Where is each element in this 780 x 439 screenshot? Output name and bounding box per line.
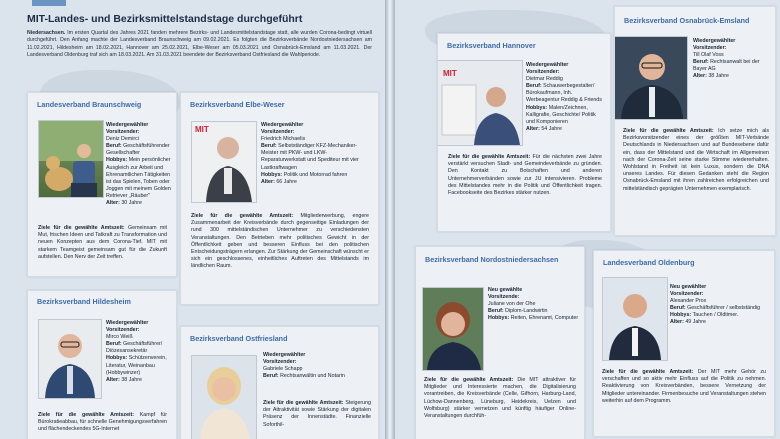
person-hobbys: Politik und Motorrad fahren [283, 171, 348, 178]
label-beruf: Beruf: [693, 59, 709, 66]
label-alter: Alter: [670, 319, 684, 326]
label-beruf: Beruf: [106, 143, 122, 150]
label-goals: Ziele für die gewählte Amtszeit: [602, 369, 694, 375]
portrait-illustration [423, 288, 483, 370]
card-title: Landesverband Braunschweig [37, 100, 142, 109]
card-nordostniedersachsen [415, 246, 585, 439]
intro-text: Im ersten Quartal des Jahres 2021 fanden mehrere Bezirks- und Landesmittelstandstage statt, alle wurden Corona-bedingt virtuell durchgeführt. Den Anfang machte der Landesverband Braunschweig am 09.02.2021. Es folgten die Bezirksverbände Nordostniedersachsen am 11.02.2021, Hildesheim am 18.02.2021, Hannover am 25.02.2021, Elbe-Weser am 05.03.2021 und Osnabrück-Emsland am 11.03.2021. Der Landesverband Oldenburg traf sich am 18.03.2021. Am 31.03.2021 beendete der Bezirksverband Ostfriesland die Wahlperiode. [27, 30, 372, 59]
goals-body: Die MIT attraktiver für Mitglieder und Interessierte machen, die Digitalisierung vorantreiben, die Kreisverbände (Celle, Gifhorn, Harburg-Land, Lüchow-Dannenberg, Lüneburg, Heidekreis, Uelzen und Wolfsburg) stärker vernetzen und künftig häufiger Online-Veranstaltungen durchfüh- [424, 377, 576, 420]
card-title: Bezirksverband Osnabrück-Emsland [624, 16, 750, 25]
label-hobbys: Hobbys: [526, 104, 548, 111]
label-status: Wiedergewählter [263, 352, 306, 358]
person-beruf: Rechtsanwalt bei der Bayer AG [693, 59, 760, 73]
person-alter: 49 Jahre [685, 319, 706, 326]
portrait-photo [422, 287, 484, 371]
person-info [693, 38, 771, 81]
person-name: Friedrich Michaelis [261, 136, 306, 143]
mit-logo: MIT [443, 69, 457, 78]
person-beruf: Geschäftsführer/ Diözesansekretär [106, 341, 163, 355]
person-info [261, 122, 371, 186]
label-chair: Vorsitzender: [670, 291, 704, 298]
goals-body: Mitgliederwerbung, engere Zusammenarbeit der Kreisverbände durch gegenseitige Einladungen der rund 300 mittelständischen Unternehmer zu verschiedensten Veranstaltungen. Den Betrieben mehr politisches Gewicht in der Öffentlichkeit geben und besseren Einfluss bei den politischen Entscheidungsträgern erlangen. Zur Stärkung der Gemeinschaft wünscht er sich ein geschlossenes, einheitliches Auftreten des Mittelstands im ländlichen Raum. [191, 213, 369, 270]
left-page [0, 0, 385, 439]
goals-text [602, 369, 766, 405]
person-beruf: Rechtsanwältin und Notarin [280, 373, 345, 380]
person-info [106, 122, 172, 207]
portrait-photo [191, 121, 257, 203]
person-beruf: Schauwerbegestalter/ Bürokaufmann, Inh. Werbeagentur Reddig & Friends [526, 83, 602, 104]
label-beruf: Beruf: [526, 83, 542, 90]
label-goals: Ziele für die gewählte Amtszeit: [448, 154, 531, 160]
label-goals: Ziele für die gewählte Amtszeit: [38, 225, 125, 231]
person-info [670, 284, 768, 327]
intro-dateline: Niedersachsen. [27, 30, 66, 36]
article-intro [27, 30, 372, 60]
card-title-text: Bezirksverband Nordostniedersachsen [425, 255, 559, 264]
label-hobbys: Hobbys: [488, 315, 510, 322]
label-chair: Vorsitzender: [106, 327, 140, 334]
label-status: Neu gewählter [670, 284, 707, 290]
person-beruf: Geschäftsführer / selbstständig [687, 305, 761, 312]
section-ribbon [32, 0, 66, 6]
person-hobbys: Tauchen / Oldtimer. [692, 312, 739, 319]
person-beruf: Geschäftsführender Gesellschafter [106, 143, 170, 157]
card-title: Bezirksverband Ostfriesland [190, 334, 288, 343]
portrait-illustration [39, 320, 101, 398]
label-beruf: Beruf: [263, 373, 279, 380]
card-elbe-weser [180, 92, 379, 305]
label-status: Wiedergewählter [693, 38, 736, 44]
portrait-illustration [39, 121, 103, 197]
card-title: Bezirksverband Elbe-Weser [190, 100, 285, 109]
person-info [526, 62, 606, 133]
portrait-illustration [615, 37, 687, 119]
person-info [263, 352, 371, 380]
label-alter: Alter: [693, 73, 707, 80]
label-chair: Vorsitzende: [488, 294, 520, 301]
right-page [395, 0, 780, 439]
article-headline: MIT-Landes- und Bezirksmittelstandstage durchgeführt [27, 13, 303, 25]
person-beruf: Diplom-Landwirtin [505, 308, 548, 315]
mit-logo: MIT [195, 125, 209, 134]
label-goals: Ziele für die gewählte Amtszeit: [424, 377, 514, 383]
person-name: Gabriele Schapp [263, 366, 303, 373]
portrait-photo [614, 36, 688, 120]
card-title: Bezirksverband Hannover [447, 41, 536, 50]
label-beruf: Beruf: [261, 143, 277, 150]
portrait-photo [191, 355, 257, 439]
card-oldenburg [593, 250, 775, 437]
card-title: Landesverband Oldenburg [603, 258, 695, 267]
label-hobbys: Hobbys: [106, 157, 128, 164]
portrait-photo [602, 277, 668, 361]
person-hobbys: Schützenverein, Literatur, Weinanbau (Hobbywinzer) [106, 355, 167, 376]
goals-text [38, 412, 167, 434]
label-goals: Ziele für die gewählte Amtszeit: [623, 128, 714, 134]
label-alter: Alter: [106, 376, 120, 383]
goals-body: Ich setze mich als Bezirksvorsitzender eines der größten MIT-Verbände Deutschlands in Niedersachsen und auf Bundesebene dafür ein, dass der Mittelstand und die Wirtschaft im Allgemeinen nach der Corona-Zeit seine starke Stimme wiedererhalten. Wohlstand in Freiheit ist kein Luxus, sondern die DNA unseres Landes. Für diesen Gedanken steht die Region Osnabrück-Emsland mit ihren zahlreichen erfolgreichen und mittelständisch geprägten Unternehmen exemplarisch. [623, 128, 769, 192]
card-title: Bezirksverband Hildesheim [37, 297, 131, 306]
label-status: Wiedergewählter [261, 122, 304, 128]
portrait-illustration [192, 122, 256, 202]
label-status: Neu gewählte [488, 287, 523, 293]
goals-body: Gemeinsam mit Mut, frischen Ideen und Tatkraft zu Transformation und neuen Konzepten aus dem Corona-Tief. MIT mit starkem Teamgeist gemeinsam gut für die Zukunft aufstellen. Den Nerv der Zeit treffen. [38, 225, 167, 260]
goals-text [38, 225, 167, 261]
card-hildesheim [27, 290, 177, 439]
person-alter: 30 Jahre [121, 200, 142, 207]
person-info [488, 287, 580, 322]
goals-text [263, 400, 371, 429]
person-alter: 38 Jahre [708, 73, 729, 80]
label-alter: Alter: [106, 200, 120, 207]
card-hannover [437, 33, 611, 232]
label-chair: Vorsitzender: [693, 45, 727, 52]
portrait-illustration [603, 278, 667, 360]
person-name: Deniz Demirci [106, 136, 139, 143]
goals-body: Kampf für Bürokratieabbau, für schnelle Genehmigungsverfahren und flächendeckendes 5G-Internet [38, 412, 167, 433]
goals-body: Der MIT mehr Gehör zu verschaffen und so aktiv mehr Einfluss auf die Politik zu nehmen. Reaktivierung von Kreisverbänden, bessere Vernetzung der Mitglieder untereinander. Firmenbesuche und Veranstaltungen stehen weiterhin auf dem Programm. [602, 369, 766, 404]
card-osnabrueck-emsland [614, 6, 776, 236]
person-name: Till Olaf Voss [693, 52, 724, 59]
label-hobbys: Hobbys: [261, 171, 283, 178]
person-alter: 38 Jahre [121, 376, 142, 383]
label-beruf: Beruf: [670, 305, 686, 312]
goals-text [424, 377, 576, 420]
person-name: Dietmar Reddig [526, 76, 563, 83]
label-beruf: Beruf: [106, 341, 122, 348]
card-ostfriesland [180, 326, 379, 439]
page-gutter [385, 0, 395, 439]
person-beruf: Selbstständiger KFZ-Mechaniker-Meister mit PKW- und LKW-Reparaturwerkstatt und Spediteur mit vier Lastkraftwagen [261, 143, 359, 171]
label-alter: Alter: [261, 178, 275, 185]
goals-body: Für die nächsten zwei Jahre verstärkt versuchen Stadt- und Gemeindeverbände zu gründen. Den Kontakt zu Botschaften und anderen Unternehmerverbänden sowie zur JU intensivieren. Probleme des Mittelstandes mehr in die Politik und Öffentlichkeit tragen. Facebookseite des Bezirkes stärker nutzen. [448, 154, 602, 197]
person-alter: 66 Jahre [276, 178, 297, 185]
person-name: Juliane von der Ohe [488, 301, 536, 308]
label-goals: Ziele für die gewählte Amtszeit: [38, 412, 135, 418]
label-status: Wiedergewählter [526, 62, 569, 68]
card-braunschweig [27, 92, 177, 277]
portrait-photo [38, 319, 102, 399]
person-name: Alexander Prox [670, 298, 707, 305]
person-hobbys: Reiten, Ehrenamt, Computer [510, 315, 579, 322]
label-status: Wiedergewählter [106, 122, 149, 128]
person-name: Mirco Weiß [106, 334, 133, 341]
portrait-photo [38, 120, 104, 198]
label-status: Wiedergewählter [106, 320, 149, 326]
person-alter: 54 Jahre [541, 125, 562, 132]
label-chair: Vorsitzender: [263, 359, 297, 366]
person-hobbys: Mein persönlicher Ausgleich zur Arbeit und Ehrenamtlichen Tätigkeiten ist das Spielen, Toben oder Joggen mit meinem Golden Retriever „Räuber" [106, 157, 171, 199]
goals-body: Steigerung der Attraktivität sowie Stärkung der digitalen Präsenz der Innenstädte. Finanzielle Soforthil- [263, 400, 371, 428]
goals-text [623, 128, 769, 193]
label-goals: Ziele für die gewählte Amtszeit: [263, 400, 344, 406]
label-goals: Ziele für die gewählte Amtszeit: [191, 213, 294, 219]
portrait-illustration [192, 356, 256, 439]
card-title [425, 255, 558, 265]
goals-text [191, 213, 369, 271]
label-chair: Vorsitzender: [106, 129, 140, 136]
portrait-photo [437, 60, 523, 146]
label-hobbys: Hobbys: [670, 312, 692, 319]
person-info [106, 320, 172, 384]
goals-text [448, 154, 602, 197]
label-chair: Vorsitzender: [526, 69, 560, 76]
person-hobbys: Malen/Zeichnen, Kalligrafie, Geschichte/ Politik und Komponieren [526, 104, 596, 125]
label-chair: Vorsitzender: [261, 129, 295, 136]
label-alter: Alter: [526, 125, 540, 132]
label-hobbys: Hobbys: [106, 355, 128, 362]
label-beruf: Beruf: [488, 308, 504, 315]
